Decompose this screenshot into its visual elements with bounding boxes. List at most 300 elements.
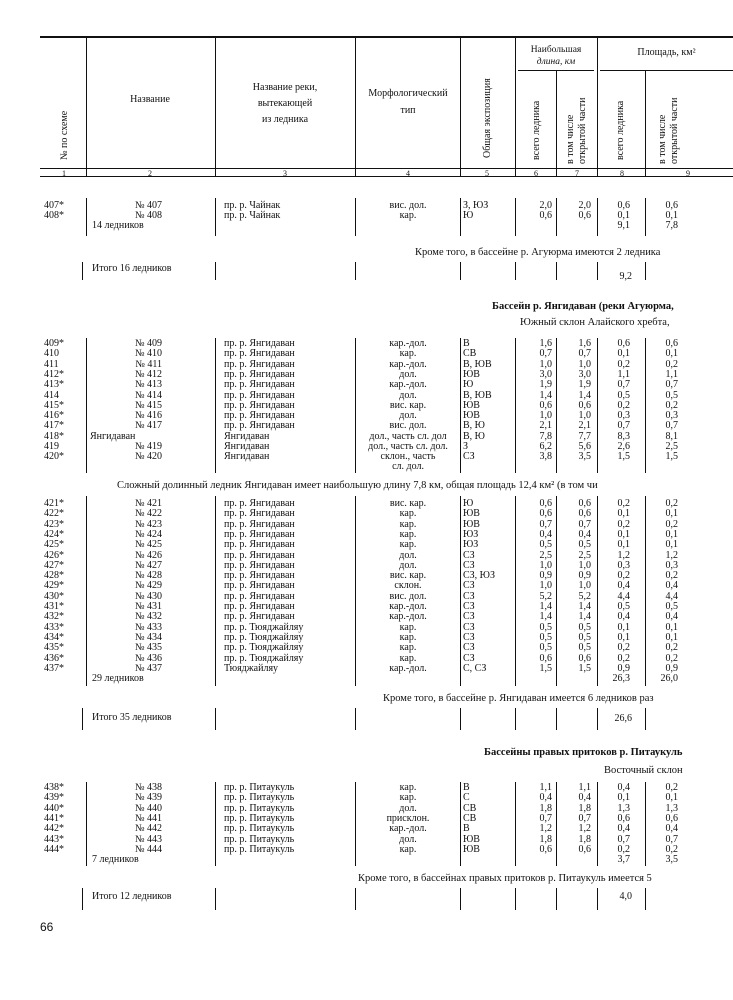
cell-length-open: 1,8: [578, 802, 591, 814]
col9-header-b: открытой части: [669, 97, 680, 164]
col-num: 6: [534, 169, 538, 178]
cell-river: пр. р. Янгидаван: [224, 570, 295, 582]
cell-length-total: 1,4: [539, 601, 552, 612]
col-num: 2: [148, 169, 152, 178]
cell-number: 439*: [44, 792, 64, 804]
cell-name: № 427: [134, 559, 162, 571]
cell-area-total: 0,1: [617, 528, 630, 540]
cell-length-open: 7,7: [578, 430, 591, 442]
cell-area-total: 0,4: [617, 782, 630, 793]
cell-type: вис. кар.: [389, 498, 427, 509]
cell-river: пр. р. Янгидаван: [224, 539, 295, 551]
cell-area-total: 0,2: [617, 518, 630, 530]
cell-river: пр. р. Янгидаван: [224, 528, 295, 540]
cell-type: дол.: [399, 368, 417, 380]
cell-river: пр. р. Янгидаван: [224, 399, 295, 411]
cell-area-open: 0,3: [665, 559, 678, 571]
column-rule: [355, 708, 356, 730]
column-rule: [86, 338, 87, 473]
cell-type: вис. кар.: [389, 399, 427, 411]
column-rule: [82, 262, 83, 280]
col-num: 5: [485, 169, 489, 178]
cell-name: Янгидаван: [90, 430, 136, 442]
cell-area-open: 0,5: [665, 389, 678, 401]
cell-exposure: СЗ: [463, 559, 475, 571]
cell-length-open: 1,0: [578, 358, 591, 370]
cell-type: кар.-дол.: [389, 611, 427, 623]
cell-area-open: 1,1: [665, 368, 678, 380]
cell-exposure: В, ЮВ: [463, 358, 492, 370]
section-note: Сложный долинный ледник Янгидаван имеет наибольшую длину 7,8 км, общая площадь 12,4 км² (в том чи: [117, 480, 598, 491]
cell-area-open: 0,2: [665, 642, 678, 654]
cell-river: пр. р. Янгидаван: [224, 580, 295, 592]
column-rule: [515, 496, 516, 686]
cell-area-open: 0,5: [665, 601, 678, 612]
cell-type: дол.: [399, 410, 417, 422]
cell-length-total: 0,5: [539, 621, 552, 633]
column-rule: [355, 198, 356, 236]
cell-number: 421*: [44, 498, 64, 509]
cell-length-total: 0,4: [539, 528, 552, 540]
cell-length-total: 0,5: [539, 631, 552, 643]
cell-exposure: В: [463, 338, 470, 349]
cell-length-total: 1,0: [539, 358, 552, 370]
cell-length-open: 1,1: [578, 782, 591, 793]
cell-area-total: 0,6: [617, 200, 630, 211]
total-label: Итого 12 ледников: [92, 891, 172, 902]
cell-number: 414: [44, 389, 59, 401]
cell-exposure: СВ: [463, 802, 477, 814]
cell-type: кар.-дол.: [389, 379, 427, 391]
cell-river: пр. р. Янгидаван: [224, 379, 295, 391]
total-label: Итого 35 ледников: [92, 712, 172, 723]
cell-exposure: С, СЗ: [463, 662, 487, 674]
cell-exposure: СЗ, ЮЗ: [463, 570, 495, 582]
cell-area-total: 0,2: [617, 498, 630, 509]
cell-name: № 425: [134, 539, 162, 551]
cell-area-total: 0,2: [617, 652, 630, 664]
cell-type: вис. дол.: [389, 590, 427, 602]
cell-name: № 443: [134, 833, 162, 845]
cell-length-total: 0,5: [539, 642, 552, 654]
cell-name: № 416: [134, 410, 162, 422]
cell-number: 429*: [44, 580, 64, 592]
cell-length-total: 3,8: [539, 451, 552, 463]
cell-length-total: 1,5: [539, 662, 552, 674]
cell-length-total: 3,0: [539, 368, 552, 380]
column-rule: [355, 888, 356, 910]
cell-name: № 414: [134, 389, 162, 401]
cell-name: № 422: [134, 508, 162, 520]
column-rule: [215, 198, 216, 236]
cell-name: № 417: [134, 420, 162, 432]
cell-area-total: 0,1: [617, 631, 630, 643]
subtotal-label: 7 ледников: [92, 854, 139, 865]
cell-exposure: Ю: [463, 379, 474, 391]
cell-river: пр. р. Питаукуль: [224, 792, 295, 804]
column-rule: [515, 262, 516, 280]
cell-exposure: ЮЗ: [463, 528, 479, 540]
col4-header: [358, 88, 458, 117]
cell-area-total: 0,7: [617, 379, 630, 391]
cell-type: склон., часть: [380, 451, 436, 463]
column-rule: [515, 708, 516, 730]
cell-type: склон.: [394, 580, 422, 592]
col9-header-a: в том числе: [657, 114, 668, 164]
cell-length-open: 1,0: [578, 580, 591, 592]
cell-length-open: 0,6: [578, 843, 591, 855]
cell-exposure: ЮВ: [463, 833, 480, 845]
cell-area-open: 0,4: [665, 580, 678, 592]
cell-number: 444*: [44, 843, 64, 855]
cell-type: дол.: [399, 549, 417, 561]
cell-length-open: 0,6: [578, 652, 591, 664]
cell-number: 433*: [44, 621, 64, 633]
cell-exposure: СЗ: [463, 642, 475, 654]
column-rule: [515, 782, 516, 866]
section-note: Кроме того, в бассейнах правых притоков р. Питаукуль имеется 5: [358, 873, 652, 884]
cell-type: кар.-дол.: [389, 338, 427, 349]
column-rule: [460, 888, 461, 910]
cell-exposure: В: [463, 823, 470, 835]
col-num: 3: [283, 169, 287, 178]
cell-number: 437*: [44, 662, 64, 674]
section-note: Кроме того, в бассейне р. Агуюрма имеются 2 ледника: [415, 247, 661, 258]
cell-exposure: В, Ю: [463, 420, 485, 432]
cell-number: 410: [44, 348, 59, 360]
cell-number: 422*: [44, 508, 64, 520]
hdr-vline: [355, 37, 356, 177]
cell-name: № 407: [134, 200, 162, 211]
cell-name: № 413: [134, 379, 162, 391]
cell-area-open: 0,1: [665, 210, 678, 221]
cell-length-open: 1,8: [578, 833, 591, 845]
total-label: Итого 16 ледников: [92, 263, 172, 274]
cell-name: № 428: [134, 570, 162, 582]
cell-length-total: 6,2: [539, 441, 552, 452]
col8-header: всего ледника: [615, 100, 626, 160]
cell-length-total: 0,7: [539, 812, 552, 824]
hdr-vline: [597, 37, 598, 177]
cell-length-open: 1,4: [578, 601, 591, 612]
cell-exposure: ЮВ: [463, 410, 480, 422]
hdr-vline: [645, 71, 646, 177]
cell-exposure: ЮВ: [463, 843, 480, 855]
cell-exposure: ЮВ: [463, 508, 480, 520]
cell-number: 418*: [44, 430, 64, 442]
col-num: 1: [62, 169, 66, 178]
cell-area-total: 2,6: [617, 441, 630, 452]
cell-river: пр. р. Янгидаван: [224, 389, 295, 401]
cell-length-total: 1,0: [539, 559, 552, 571]
cell-type: кар.-дол.: [389, 823, 427, 835]
cell-name: № 432: [134, 611, 162, 623]
cell-name: № 441: [134, 812, 162, 824]
cell-type: вис. дол.: [389, 420, 427, 432]
cell-river: пр. р. Питаукуль: [224, 812, 295, 824]
cell-length-open: 1,0: [578, 410, 591, 422]
section-title: Бассейны правых притоков р. Питаукуль: [484, 747, 683, 758]
subtotal-area-open: 3,5: [665, 854, 678, 865]
cell-area-total: 0,1: [617, 210, 630, 221]
cell-area-total: 0,1: [617, 792, 630, 804]
column-rule: [556, 262, 557, 280]
column-rule: [597, 708, 598, 730]
cell-length-open: 0,7: [578, 812, 591, 824]
cell-length-total: 0,7: [539, 348, 552, 360]
subtotal-label: 14 ледников: [92, 220, 144, 231]
cell-type: кар.-дол.: [389, 601, 427, 612]
column-rule: [460, 338, 461, 473]
column-rule: [86, 496, 87, 686]
column-rule: [515, 888, 516, 910]
cell-length-open: 0,4: [578, 528, 591, 540]
column-rule: [597, 888, 598, 910]
cell-length-total: 0,6: [539, 652, 552, 664]
column-rule: [515, 338, 516, 473]
col2-header: Название: [130, 94, 170, 105]
column-rule: [215, 782, 216, 866]
column-rule: [215, 338, 216, 473]
cell-area-open: 0,2: [665, 782, 678, 793]
column-rule: [645, 708, 646, 730]
section-subtitle: Южный склон Алайского хребта,: [520, 317, 670, 328]
cell-number: 417*: [44, 420, 64, 432]
column-rule: [86, 782, 87, 866]
subtotal-area: 9,1: [617, 220, 630, 231]
cell-area-total: 0,3: [617, 559, 630, 571]
cell-length-open: 3,5: [578, 451, 591, 463]
cell-length-open: 0,5: [578, 621, 591, 633]
cell-number: 407*: [44, 200, 64, 211]
cell-length-open: 0,6: [578, 498, 591, 509]
cell-name: № 442: [134, 823, 162, 835]
cell-name: № 421: [134, 498, 162, 509]
cell-length-open: 1,6: [578, 338, 591, 349]
cell-area-total: 0,7: [617, 420, 630, 432]
cell-name: № 433: [134, 621, 162, 633]
cell-length-total: 1,8: [539, 802, 552, 814]
cell-area-open: 0,1: [665, 792, 678, 804]
cell-length-open: 2,0: [578, 200, 591, 211]
length-group-line: Наибольшая: [530, 45, 582, 55]
cell-exposure: С: [463, 792, 470, 804]
cell-area-total: 0,1: [617, 348, 630, 360]
cell-exposure: Ю: [463, 498, 474, 509]
cell-exposure: СВ: [463, 812, 477, 824]
hdr-vline: [86, 37, 87, 177]
cell-exposure: ЮВ: [463, 399, 480, 411]
column-rule: [645, 262, 646, 280]
cell-name: № 426: [134, 549, 162, 561]
cell-type: дол., часть сл. дол: [369, 430, 447, 442]
col5-header: Общая экспозиция: [482, 78, 493, 158]
cell-type: кар.: [399, 528, 417, 540]
cell-area-total: 0,3: [617, 410, 630, 422]
cell-name: № 437: [134, 662, 162, 674]
col1-header: № по схеме: [59, 110, 70, 160]
cell-name: № 434: [134, 631, 162, 643]
cell-area-open: 0,7: [665, 420, 678, 432]
column-rule: [460, 708, 461, 730]
cell-area-open: 0,6: [665, 338, 678, 349]
section-subtitle: Восточный склон: [604, 765, 683, 776]
cell-length-total: 0,4: [539, 792, 552, 804]
subtotal-area: 26,3: [612, 673, 630, 684]
cell-number: 440*: [44, 802, 64, 814]
cell-area-total: 0,6: [617, 812, 630, 824]
cell-length-total: 1,8: [539, 833, 552, 845]
cell-exposure: СВ: [463, 348, 477, 360]
cell-type: дол.: [399, 389, 417, 401]
column-rule: [515, 198, 516, 236]
cell-type: кар.-дол.: [389, 358, 427, 370]
cell-length-total: 0,6: [539, 399, 552, 411]
cell-type: кар.-дол.: [389, 662, 427, 674]
cell-name: № 431: [134, 601, 162, 612]
cell-name: № 412: [134, 368, 162, 380]
column-rule: [82, 888, 83, 910]
cell-area-total: 0,2: [617, 358, 630, 370]
cell-number: 442*: [44, 823, 64, 835]
cell-number: 419: [44, 441, 59, 452]
section-title: Бассейн р. Янгидаван (реки Агуюрма,: [492, 301, 674, 312]
cell-area-total: 0,4: [617, 611, 630, 623]
cell-number: 416*: [44, 410, 64, 422]
cell-area-open: 0,4: [665, 823, 678, 835]
cell-name: № 438: [134, 782, 162, 793]
cell-length-open: 0,5: [578, 539, 591, 551]
col-num: 8: [620, 169, 624, 178]
cell-number: 409*: [44, 338, 64, 349]
cell-area-open: 4,4: [665, 590, 678, 602]
cell-area-open: 0,9: [665, 662, 678, 674]
cell-length-total: 1,6: [539, 338, 552, 349]
cell-exposure: В: [463, 782, 470, 793]
subtotal-label: 29 ледников: [92, 673, 144, 684]
cell-length-open: 2,1: [578, 420, 591, 432]
total-area: 26,6: [614, 713, 632, 724]
hdr-vline: [460, 37, 461, 177]
cell-number: 435*: [44, 642, 64, 654]
cell-area-open: 0,6: [665, 812, 678, 824]
column-rule: [82, 708, 83, 730]
column-rule: [86, 198, 87, 236]
cell-exposure: З: [463, 441, 469, 452]
cell-number: 408*: [44, 210, 64, 221]
cell-type: дол.: [399, 559, 417, 571]
col7-header-b: открытой части: [577, 97, 588, 164]
cell-length-open: 1,9: [578, 379, 591, 391]
col4-header-line: тип: [400, 105, 416, 116]
cell-type: вис. дол.: [389, 200, 427, 211]
length-group-header: [516, 44, 596, 68]
cell-river: пр. р. Питаукуль: [224, 823, 295, 835]
cell-length-total: 2,0: [539, 200, 552, 211]
cell-area-open: 0,7: [665, 379, 678, 391]
cell-exposure: З, ЮЗ: [463, 200, 489, 211]
cell-type-cont: сл. дол.: [392, 461, 424, 472]
cell-length-total: 1,0: [539, 410, 552, 422]
cell-river: пр. р. Янгидаван: [224, 410, 295, 422]
cell-area-total: 1,5: [617, 451, 630, 463]
cell-river: пр. р. Питаукуль: [224, 833, 295, 845]
cell-length-open: 2,5: [578, 549, 591, 561]
area-group-rule: [600, 70, 733, 71]
cell-river: пр. р. Янгидаван: [224, 420, 295, 432]
cell-length-open: 0,5: [578, 631, 591, 643]
cell-type: присклон.: [386, 812, 430, 824]
cell-number: 431*: [44, 601, 64, 612]
total-area: 9,2: [619, 271, 632, 282]
cell-length-total: 2,1: [539, 420, 552, 432]
cell-area-total: 0,4: [617, 580, 630, 592]
cell-name: № 409: [134, 338, 162, 349]
area-group-header: Площадь, км²: [637, 47, 696, 58]
cell-name: № 436: [134, 652, 162, 664]
cell-area-open: 1,5: [665, 451, 678, 463]
cell-exposure: ЮВ: [463, 518, 480, 530]
column-rule: [460, 262, 461, 280]
cell-type: дол., часть сл. дол.: [368, 441, 448, 452]
cell-area-open: 0,1: [665, 631, 678, 643]
cell-type: кар.: [399, 539, 417, 551]
cell-type: дол.: [399, 833, 417, 845]
column-rule: [355, 262, 356, 280]
cell-number: 432*: [44, 611, 64, 623]
column-rule: [460, 496, 461, 686]
col3-header-line: Название реки,: [252, 82, 318, 93]
cell-exposure: СЗ: [463, 652, 475, 664]
cell-exposure: СЗ: [463, 611, 475, 623]
cell-exposure: ЮЗ: [463, 539, 479, 551]
cell-area-total: 1,3: [617, 802, 630, 814]
cell-type: кар.: [399, 652, 417, 664]
cell-river: пр. р. Питаукуль: [224, 782, 295, 793]
cell-type: кар.: [399, 642, 417, 654]
cell-river: пр. р. Чайнак: [224, 210, 281, 221]
cell-river: Янгидаван: [224, 430, 270, 442]
cell-river: Тюяджайляу: [224, 662, 279, 674]
cell-number: 434*: [44, 631, 64, 643]
cell-length-open: 3,0: [578, 368, 591, 380]
cell-length-open: 0,6: [578, 508, 591, 520]
cell-area-open: 0,2: [665, 570, 678, 582]
cell-length-total: 1,9: [539, 379, 552, 391]
cell-length-total: 1,0: [539, 580, 552, 592]
cell-exposure: ЮВ: [463, 368, 480, 380]
cell-length-open: 0,7: [578, 518, 591, 530]
cell-type: кар.: [399, 843, 417, 855]
header-top-rule: [40, 36, 733, 38]
cell-river: пр. р. Питаукуль: [224, 802, 295, 814]
cell-length-total: 0,5: [539, 539, 552, 551]
cell-length-open: 5,2: [578, 590, 591, 602]
column-rule: [355, 338, 356, 473]
col4-header-line: Морфологический: [368, 88, 448, 99]
cell-length-open: 0,6: [578, 210, 591, 221]
column-rule: [597, 262, 598, 280]
hdr-vline: [215, 37, 216, 177]
cell-area-total: 0,1: [617, 508, 630, 520]
cell-length-total: 1,4: [539, 611, 552, 623]
cell-area-total: 0,2: [617, 843, 630, 855]
cell-length-total: 2,5: [539, 549, 552, 561]
cell-area-total: 0,5: [617, 389, 630, 401]
cell-type: дол.: [399, 802, 417, 814]
cell-number: 413*: [44, 379, 64, 391]
cell-area-open: 0,4: [665, 611, 678, 623]
